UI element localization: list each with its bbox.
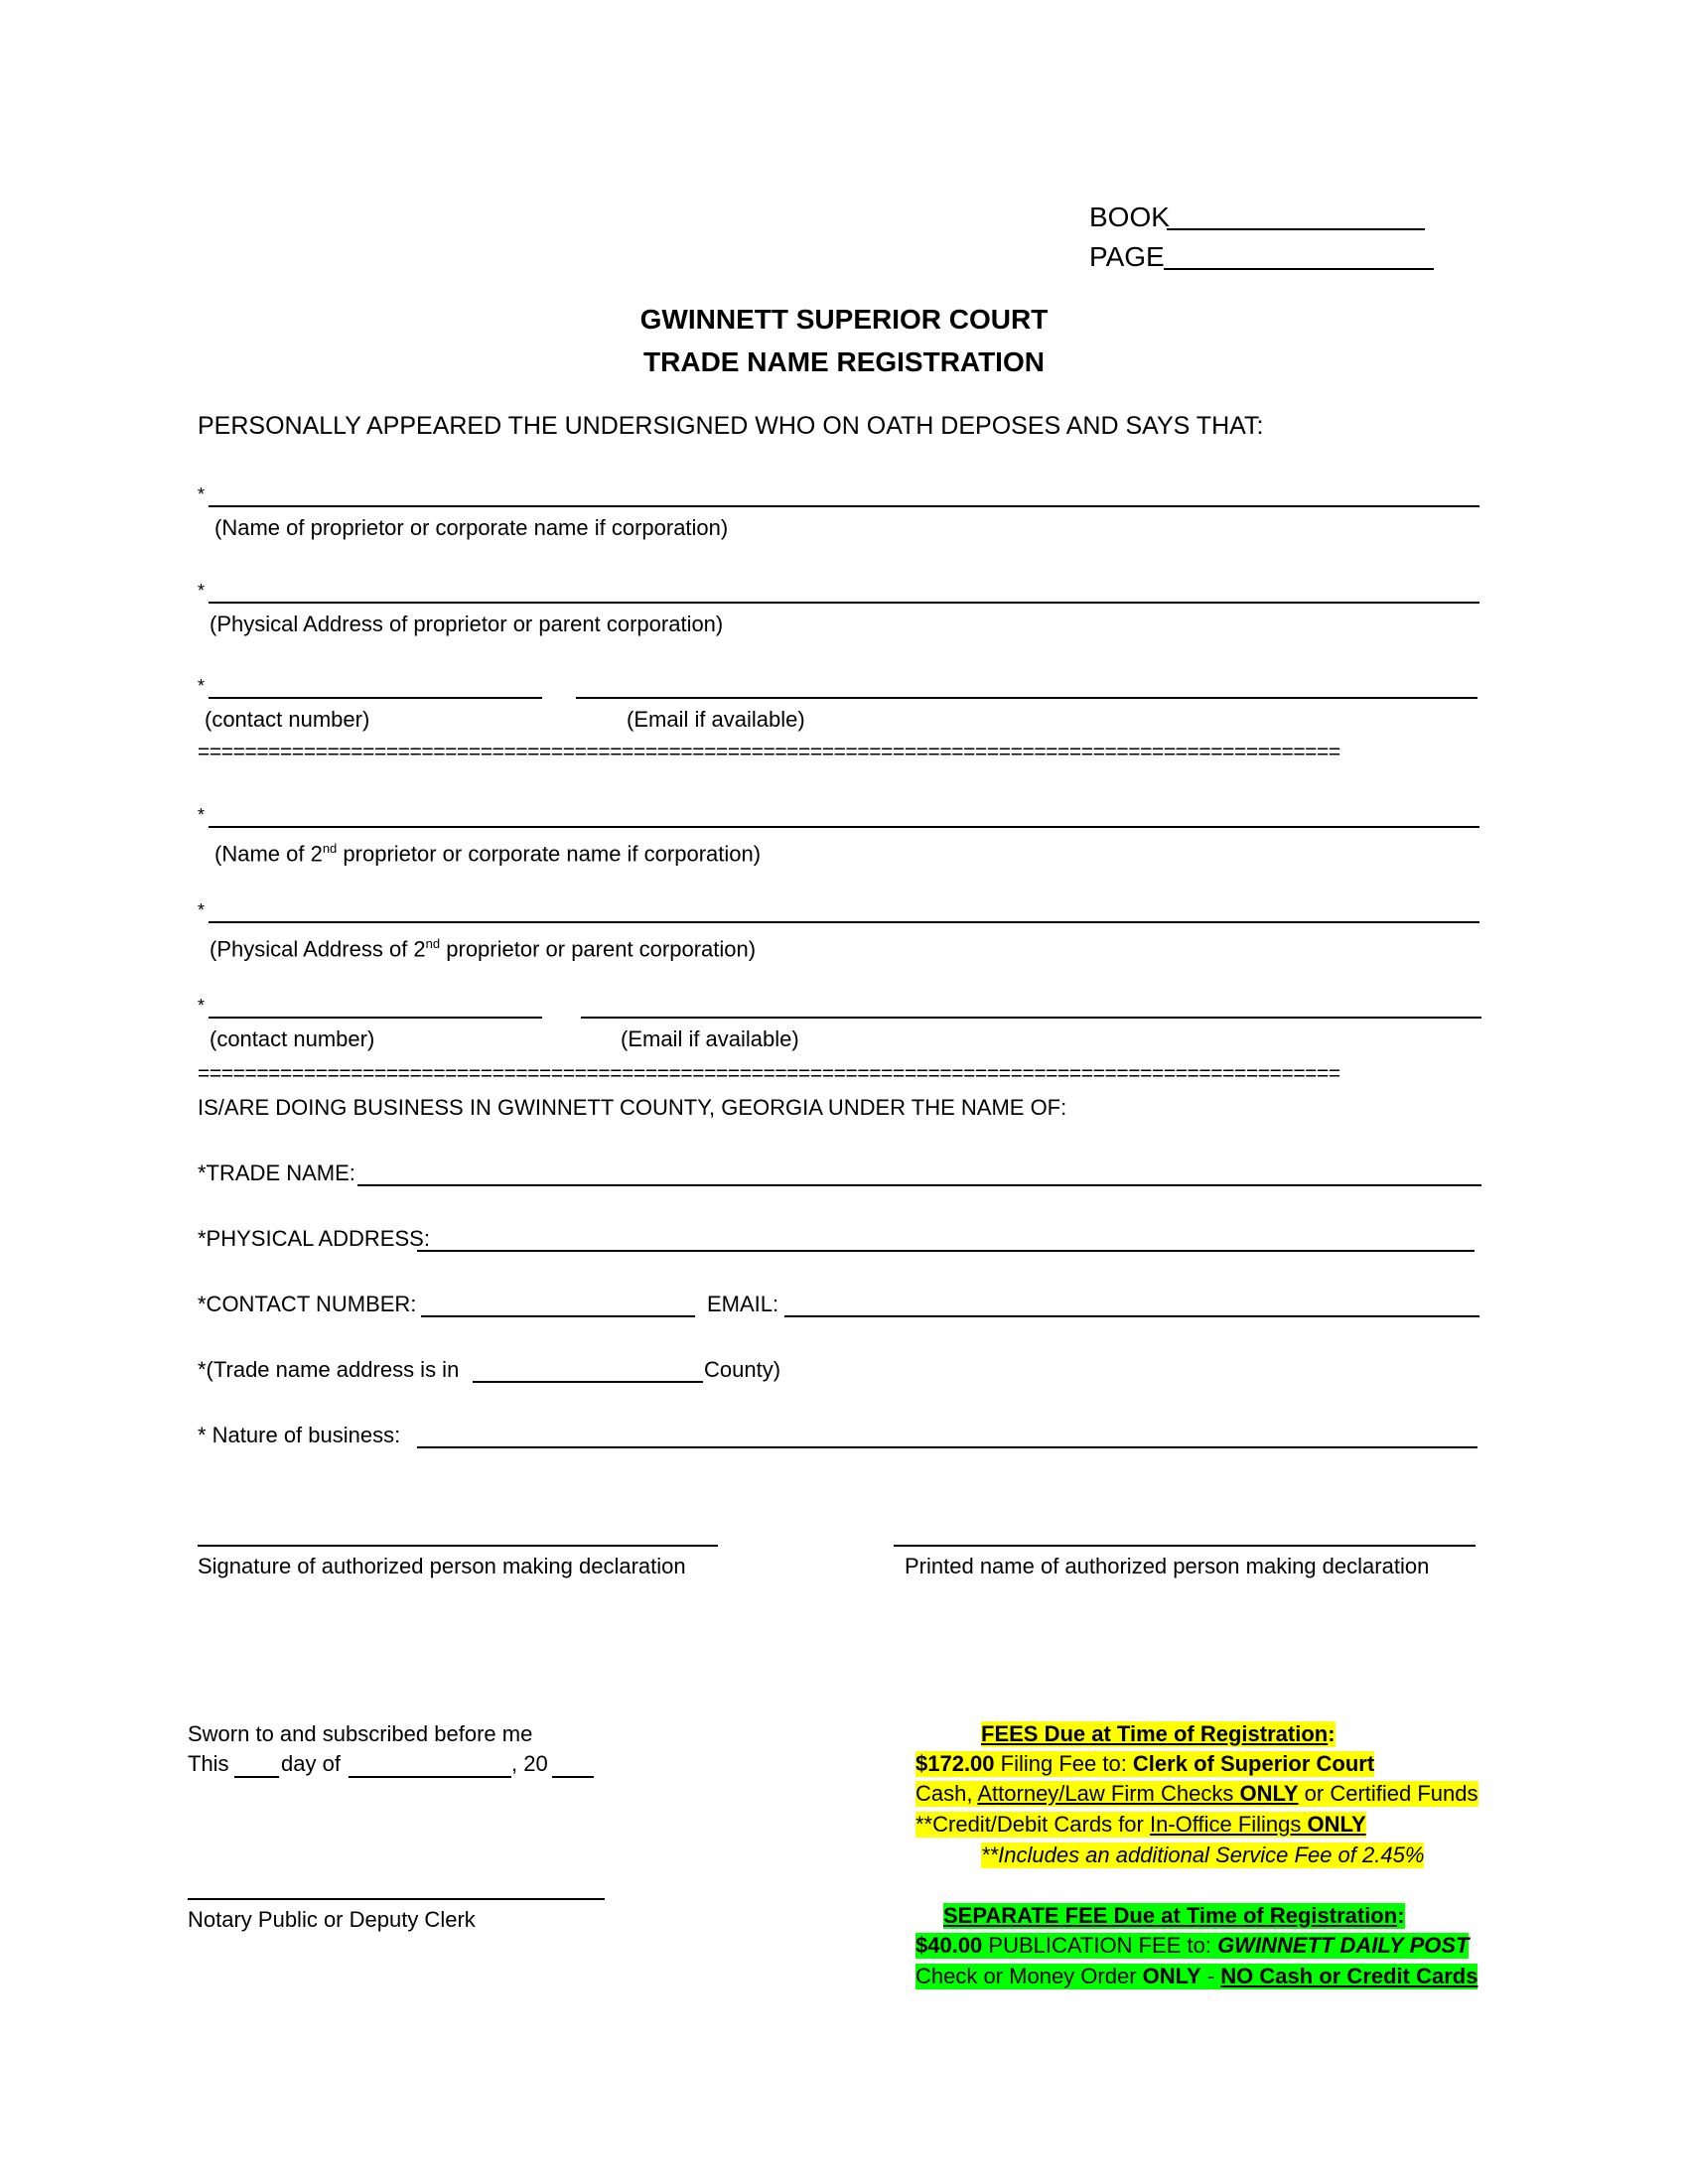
book-field[interactable] (1167, 228, 1425, 230)
printed-name-field[interactable] (894, 1545, 1476, 1547)
proprietor1-email-field[interactable] (576, 697, 1477, 699)
contact-number-field[interactable] (421, 1315, 695, 1317)
proprietor1-contact-caption: (contact number) (205, 707, 370, 732)
proprietor1-contact-field[interactable] (209, 697, 542, 699)
payment-methods-line: Cash, Attorney/Law Firm Checks ONLY or Certified Funds (915, 1781, 1478, 1806)
section-separator: ================================================================================================= (198, 741, 1340, 763)
required-asterisk: * (198, 805, 206, 825)
this-label: This (188, 1751, 229, 1776)
trade-name-label: *TRADE NAME: (198, 1160, 355, 1185)
page-field[interactable] (1164, 268, 1434, 270)
nature-of-business-label: * Nature of business: (198, 1423, 401, 1447)
year-prefix: , 20 (511, 1751, 548, 1776)
service-fee-note: **Includes an additional Service Fee of 2.45% (981, 1843, 1425, 1867)
filing-fee-line: $172.00 Filing Fee to: Clerk of Superior Court (915, 1751, 1375, 1776)
proprietor2-email-caption: (Email if available) (621, 1026, 799, 1051)
proprietor1-name-field[interactable] (209, 505, 1479, 507)
form-title: TRADE NAME REGISTRATION (643, 346, 1045, 377)
email-label: EMAIL: (707, 1292, 779, 1316)
notary-signature-field[interactable] (188, 1898, 605, 1900)
proprietor1-address-field[interactable] (209, 602, 1479, 604)
required-asterisk: * (198, 581, 206, 601)
physical-address-label: *PHYSICAL ADDRESS: (198, 1226, 430, 1251)
business-heading: IS/ARE DOING BUSINESS IN GWINNETT COUNTY, GEORGIA UNDER THE NAME OF: (198, 1095, 1067, 1120)
year-field[interactable] (552, 1776, 594, 1778)
day-field[interactable] (234, 1776, 279, 1778)
notary-caption: Notary Public or Deputy Clerk (188, 1907, 476, 1932)
proprietor2-email-field[interactable] (581, 1017, 1481, 1019)
sworn-text: Sworn to and subscribed before me (188, 1721, 533, 1746)
proprietor1-address-caption: (Physical Address of proprietor or parent corporation) (210, 612, 724, 636)
separate-fee-heading: SEPARATE FEE Due at Time of Registration: (943, 1903, 1405, 1928)
required-asterisk: * (198, 996, 206, 1016)
county-label: *(Trade name address is in (198, 1357, 460, 1382)
section-separator: ================================================================================================= (198, 1062, 1340, 1085)
court-title: GWINNETT SUPERIOR COURT (639, 304, 1049, 335)
book-label: BOOK (1089, 202, 1170, 232)
proprietor2-name-field[interactable] (209, 826, 1479, 828)
proprietor1-name-caption: (Name of proprietor or corporate name if corporation) (214, 515, 729, 540)
intro-text: PERSONALLY APPEARED THE UNDERSIGNED WHO ON OATH DEPOSES AND SAYS THAT: (198, 412, 1264, 440)
signature-caption: Signature of authorized person making declaration (198, 1554, 686, 1578)
signature-field[interactable] (198, 1545, 718, 1547)
proprietor2-name-caption: (Name of 2nd proprietor or corporate name if corporation) (214, 841, 762, 867)
printed-name-caption: Printed name of authorized person making declaration (905, 1554, 1430, 1578)
required-asterisk: * (198, 676, 206, 696)
cards-line: **Credit/Debit Cards for In-Office Filings ONLY (915, 1812, 1366, 1837)
nature-of-business-field[interactable] (417, 1446, 1477, 1448)
page-label: PAGE (1089, 241, 1165, 272)
day-of-label: day of (281, 1751, 341, 1776)
physical-address-field[interactable] (417, 1250, 1475, 1252)
trade-name-field[interactable] (357, 1184, 1481, 1186)
county-field[interactable] (473, 1381, 703, 1383)
county-suffix: County) (704, 1357, 781, 1382)
proprietor2-contact-caption: (contact number) (210, 1026, 375, 1051)
proprietor2-address-caption: (Physical Address of 2nd proprietor or parent corporation) (210, 936, 757, 962)
proprietor2-address-field[interactable] (209, 921, 1479, 923)
required-asterisk: * (198, 900, 206, 920)
proprietor2-contact-field[interactable] (209, 1017, 542, 1019)
month-field[interactable] (349, 1776, 511, 1778)
fees-heading: FEES Due at Time of Registration: (981, 1721, 1336, 1746)
proprietor1-email-caption: (Email if available) (627, 707, 805, 732)
publication-payment-line: Check or Money Order ONLY - NO Cash or Credit Cards (915, 1964, 1478, 1988)
email-field[interactable] (784, 1315, 1479, 1317)
contact-number-label: *CONTACT NUMBER: (198, 1292, 417, 1316)
publication-fee-line: $40.00 PUBLICATION FEE to: GWINNETT DAILY POST (915, 1933, 1470, 1958)
required-asterisk: * (198, 484, 206, 504)
